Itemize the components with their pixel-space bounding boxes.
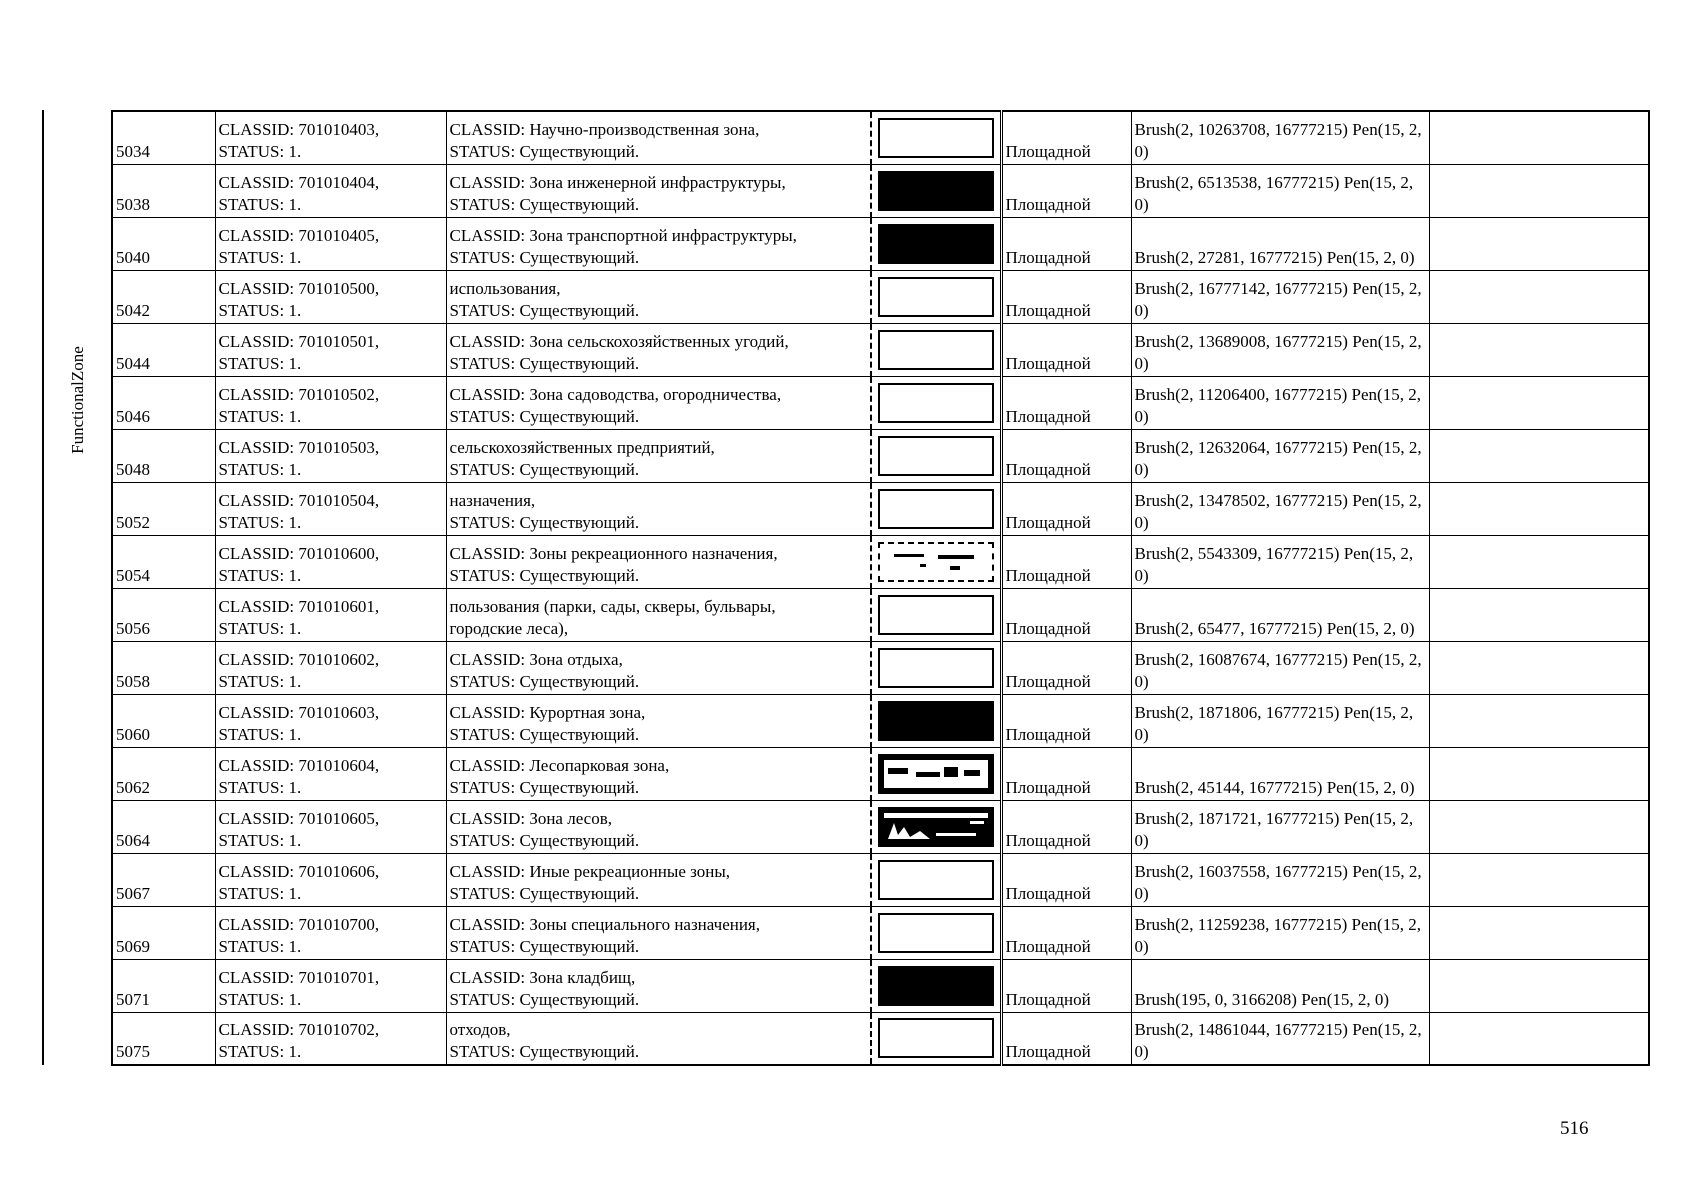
brush-pen: Brush(2, 45144, 16777215) Pen(15, 2, 0) [1134, 777, 1415, 797]
symbol-cell [871, 853, 1001, 906]
geometry-type-cell [1001, 641, 1131, 694]
table-row [112, 164, 1649, 217]
row-id: 5075 [116, 1042, 150, 1061]
notes-cell [1429, 853, 1649, 906]
row-id: 5060 [116, 724, 150, 744]
row-id-cell [112, 959, 215, 1012]
symbol-swatch [878, 542, 994, 582]
row-id-cell [112, 270, 215, 323]
geometry-type: Площадной [1005, 830, 1091, 850]
status-line: STATUS: 1. [218, 141, 302, 161]
classid-line: CLASSID: 701010702, [218, 1020, 380, 1039]
description-line-2: STATUS: Существующий. [449, 194, 640, 214]
table-row [112, 747, 1649, 800]
description-cell [446, 959, 871, 1012]
description-line-1: CLASSID: Зона лесов, [449, 808, 613, 828]
brush-pen: Brush(2, 6513538, 16777215) Pen(15, 2, 0) [1134, 172, 1414, 214]
status-line: STATUS: 1. [218, 724, 302, 744]
geometry-type-cell [1001, 270, 1131, 323]
table-row [112, 1012, 1649, 1065]
description-line-1: CLASSID: Иные рекреационные зоны, [449, 861, 731, 881]
notes-cell [1429, 164, 1649, 217]
description-line-2: STATUS: Существующий. [449, 830, 640, 850]
classid-line: CLASSID: 701010603, [218, 702, 380, 722]
status-line: STATUS: 1. [218, 671, 302, 691]
geometry-type-cell [1001, 164, 1131, 217]
classid-line: CLASSID: 701010501, [218, 331, 380, 351]
symbol-swatch [878, 966, 994, 1006]
symbol-cell [871, 588, 1001, 641]
symbol-swatch [878, 171, 994, 211]
symbol-cell [871, 482, 1001, 535]
description-line-2: STATUS: Существующий. [449, 459, 640, 479]
brush-pen-cell [1131, 482, 1429, 535]
symbol-swatch [878, 383, 994, 423]
description-cell [446, 800, 871, 853]
classid-line: CLASSID: 701010604, [218, 755, 380, 775]
table-row [112, 270, 1649, 323]
row-id: 5058 [116, 671, 150, 691]
classid-cell [215, 853, 446, 906]
status-line: STATUS: 1. [218, 247, 302, 267]
description-line-1: CLASSID: Научно-производственная зона, [449, 119, 760, 139]
brush-pen: Brush(2, 1871721, 16777215) Pen(15, 2, 0) [1134, 808, 1414, 850]
description-line-1: CLASSID: Зона кладбищ, [449, 967, 636, 987]
description-line-2: STATUS: Существующий. [449, 671, 640, 691]
classid-line: CLASSID: 701010701, [218, 967, 380, 987]
table-row [112, 588, 1649, 641]
classid-line: CLASSID: 701010504, [218, 490, 380, 510]
classid-line: CLASSID: 701010602, [218, 649, 380, 669]
notes-cell [1429, 747, 1649, 800]
symbol-cell [871, 323, 1001, 376]
brush-pen: Brush(2, 16087674, 16777215) Pen(15, 2, 0) [1134, 649, 1422, 691]
row-id-cell [112, 376, 215, 429]
row-id: 5044 [116, 353, 150, 373]
notes-cell [1429, 906, 1649, 959]
classid-cell [215, 270, 446, 323]
description-line-1: использования, [449, 278, 561, 298]
geometry-type: Площадной [1005, 724, 1091, 744]
description-line-1: пользования (парки, сады, скверы, бульвары, [449, 596, 776, 616]
description-line-2: STATUS: Существующий. [449, 724, 640, 744]
brush-pen: Brush(2, 13689008, 16777215) Pen(15, 2, 0) [1134, 331, 1422, 373]
notes-cell [1429, 641, 1649, 694]
brush-pen: Brush(2, 10263708, 16777215) Pen(15, 2, 0) [1134, 119, 1422, 161]
notes-cell [1429, 482, 1649, 535]
row-id-cell [112, 1012, 215, 1065]
description-cell [446, 429, 871, 482]
status-line: STATUS: 1. [218, 194, 302, 214]
symbol-swatch [878, 489, 994, 529]
notes-cell [1429, 429, 1649, 482]
table-row [112, 694, 1649, 747]
status-line: STATUS: 1. [218, 1042, 302, 1061]
geometry-type-cell [1001, 853, 1131, 906]
brush-pen: Brush(2, 16777142, 16777215) Pen(15, 2, 0) [1134, 278, 1422, 320]
table-row [112, 376, 1649, 429]
row-id: 5064 [116, 830, 150, 850]
notes-cell [1429, 535, 1649, 588]
row-id: 5062 [116, 777, 150, 797]
geometry-type-cell [1001, 588, 1131, 641]
classid-cell [215, 906, 446, 959]
classid-cell [215, 747, 446, 800]
row-id: 5069 [116, 936, 150, 956]
geometry-type: Площадной [1005, 247, 1091, 267]
symbol-swatch [878, 595, 994, 635]
notes-cell [1429, 217, 1649, 270]
geometry-type: Площадной [1005, 883, 1091, 903]
brush-pen: Brush(2, 5543309, 16777215) Pen(15, 2, 0) [1134, 543, 1414, 585]
brush-pen: Brush(2, 16037558, 16777215) Pen(15, 2, 0) [1134, 861, 1422, 903]
notes-cell [1429, 959, 1649, 1012]
description-cell [446, 906, 871, 959]
description-cell [446, 588, 871, 641]
geometry-type: Площадной [1005, 141, 1091, 161]
brush-pen-cell [1131, 959, 1429, 1012]
status-line: STATUS: 1. [218, 830, 302, 850]
brush-pen-cell [1131, 906, 1429, 959]
geometry-type-cell [1001, 376, 1131, 429]
brush-pen: Brush(2, 11206400, 16777215) Pen(15, 2, 0) [1134, 384, 1421, 426]
classid-cell [215, 482, 446, 535]
table-row [112, 906, 1649, 959]
brush-pen-cell [1131, 164, 1429, 217]
row-id: 5056 [116, 618, 150, 638]
row-id-cell [112, 111, 215, 164]
row-id: 5071 [116, 989, 150, 1009]
classid-line: CLASSID: 701010403, [218, 119, 380, 139]
geometry-type-cell [1001, 535, 1131, 588]
row-id: 5038 [116, 194, 150, 214]
description-cell [446, 323, 871, 376]
table-row [112, 853, 1649, 906]
row-id-cell [112, 323, 215, 376]
status-line: STATUS: 1. [218, 565, 302, 585]
geometry-type: Площадной [1005, 618, 1091, 638]
status-line: STATUS: 1. [218, 512, 302, 532]
brush-pen-cell [1131, 270, 1429, 323]
description-line-1: CLASSID: Зона отдыха, [449, 649, 623, 669]
row-id: 5067 [116, 883, 150, 903]
brush-pen-cell [1131, 376, 1429, 429]
classid-line: CLASSID: 701010502, [218, 384, 380, 404]
symbol-table [111, 110, 1650, 1066]
status-line: STATUS: 1. [218, 777, 302, 797]
row-id: 5052 [116, 512, 150, 532]
status-line: STATUS: 1. [218, 353, 302, 373]
description-line-2: STATUS: Существующий. [449, 406, 640, 426]
description-line-2: STATUS: Существующий. [449, 1042, 640, 1061]
symbol-swatch [878, 807, 994, 847]
brush-pen: Brush(2, 11259238, 16777215) Pen(15, 2, 0) [1134, 914, 1421, 956]
row-id-cell [112, 906, 215, 959]
classid-cell [215, 164, 446, 217]
description-line-2: STATUS: Существующий. [449, 565, 640, 585]
symbol-swatch [878, 1018, 994, 1058]
symbol-cell [871, 1012, 1001, 1065]
status-line: STATUS: 1. [218, 300, 302, 320]
symbol-swatch [878, 648, 994, 688]
symbol-swatch [878, 913, 994, 953]
symbol-cell [871, 270, 1001, 323]
geometry-type: Площадной [1005, 1042, 1091, 1061]
classid-cell [215, 323, 446, 376]
brush-pen-cell [1131, 217, 1429, 270]
geometry-type: Площадной [1005, 671, 1091, 691]
classid-line: CLASSID: 701010605, [218, 808, 380, 828]
table-row [112, 641, 1649, 694]
symbol-cell [871, 641, 1001, 694]
symbol-cell [871, 111, 1001, 164]
brush-pen: Brush(2, 12632064, 16777215) Pen(15, 2, 0) [1134, 437, 1422, 479]
geometry-type-cell [1001, 217, 1131, 270]
brush-pen: Brush(2, 13478502, 16777215) Pen(15, 2, 0) [1134, 490, 1422, 532]
brush-pen-cell [1131, 323, 1429, 376]
classid-line: CLASSID: 701010404, [218, 172, 380, 192]
classid-line: CLASSID: 701010606, [218, 861, 380, 881]
geometry-type-cell [1001, 747, 1131, 800]
description-line-2: STATUS: Существующий. [449, 247, 640, 267]
left-margin-rule [42, 110, 44, 1065]
brush-pen: Brush(2, 27281, 16777215) Pen(15, 2, 0) [1134, 247, 1415, 267]
geometry-type: Площадной [1005, 777, 1091, 797]
symbol-swatch [878, 277, 994, 317]
page-number: 516 [1560, 1118, 1589, 1139]
brush-pen-cell [1131, 800, 1429, 853]
status-line: STATUS: 1. [218, 936, 302, 956]
geometry-type: Площадной [1005, 406, 1091, 426]
row-id: 5048 [116, 459, 150, 479]
notes-cell [1429, 323, 1649, 376]
notes-cell [1429, 588, 1649, 641]
row-id-cell [112, 641, 215, 694]
geometry-type-cell [1001, 694, 1131, 747]
description-cell [446, 111, 871, 164]
geometry-type-cell [1001, 482, 1131, 535]
row-id-cell [112, 429, 215, 482]
symbol-cell [871, 217, 1001, 270]
description-line-1: сельскохозяйственных предприятий, [449, 437, 715, 457]
row-id: 5054 [116, 565, 150, 585]
brush-pen-cell [1131, 588, 1429, 641]
description-cell [446, 482, 871, 535]
geometry-type-cell [1001, 323, 1131, 376]
geometry-type-cell [1001, 959, 1131, 1012]
classid-cell [215, 535, 446, 588]
geometry-type: Площадной [1005, 989, 1091, 1009]
symbol-swatch [878, 860, 994, 900]
brush-pen: Brush(195, 0, 3166208) Pen(15, 2, 0) [1134, 989, 1390, 1009]
symbol-cell [871, 747, 1001, 800]
description-line-1: назначения, [449, 490, 536, 510]
row-id-cell [112, 853, 215, 906]
row-id-cell [112, 164, 215, 217]
geometry-type: Площадной [1005, 300, 1091, 320]
geometry-type: Площадной [1005, 459, 1091, 479]
brush-pen: Brush(2, 14861044, 16777215) Pen(15, 2, 0) [1134, 1020, 1422, 1061]
description-line-1: отходов, [449, 1020, 511, 1039]
description-line-2: STATUS: Существующий. [449, 883, 640, 903]
row-id-cell [112, 588, 215, 641]
symbol-swatch [878, 701, 994, 741]
status-line: STATUS: 1. [218, 459, 302, 479]
brush-pen: Brush(2, 1871806, 16777215) Pen(15, 2, 0) [1134, 702, 1414, 744]
row-id-cell [112, 694, 215, 747]
symbol-cell [871, 800, 1001, 853]
symbol-cell [871, 164, 1001, 217]
description-line-1: CLASSID: Зона транспортной инфраструктуры, [449, 225, 797, 245]
classid-cell [215, 641, 446, 694]
table-body [112, 111, 1649, 1065]
row-id: 5034 [116, 141, 150, 161]
description-line-2: STATUS: Существующий. [449, 777, 640, 797]
description-line-1: CLASSID: Лесопарковая зона, [449, 755, 670, 775]
description-line-1: CLASSID: Зона сельскохозяйственных угодий, [449, 331, 789, 351]
classid-cell [215, 588, 446, 641]
row-id: 5042 [116, 300, 150, 320]
symbol-cell [871, 959, 1001, 1012]
table-row [112, 429, 1649, 482]
symbol-swatch [878, 330, 994, 370]
classid-cell [215, 429, 446, 482]
description-line-1: CLASSID: Зона инженерной инфраструктуры, [449, 172, 786, 192]
classid-line: CLASSID: 701010405, [218, 225, 380, 245]
brush-pen-cell [1131, 641, 1429, 694]
description-cell [446, 164, 871, 217]
side-label: FunctionalZone [68, 346, 87, 454]
symbol-cell [871, 376, 1001, 429]
geometry-type-cell [1001, 429, 1131, 482]
brush-pen-cell [1131, 694, 1429, 747]
brush-pen-cell [1131, 853, 1429, 906]
classid-cell [215, 111, 446, 164]
status-line: STATUS: 1. [218, 883, 302, 903]
table-row [112, 535, 1649, 588]
notes-cell [1429, 111, 1649, 164]
description-cell [446, 1012, 871, 1065]
row-id-cell [112, 535, 215, 588]
brush-pen-cell [1131, 429, 1429, 482]
symbol-cell [871, 429, 1001, 482]
description-line-2: городские леса), [449, 618, 569, 638]
geometry-type-cell [1001, 111, 1131, 164]
row-id-cell [112, 800, 215, 853]
geometry-type-cell [1001, 800, 1131, 853]
row-id: 5040 [116, 247, 150, 267]
description-line-1: CLASSID: Зоны специального назначения, [449, 914, 760, 934]
classid-cell [215, 694, 446, 747]
brush-pen-cell [1131, 747, 1429, 800]
geometry-type-cell [1001, 1012, 1131, 1065]
symbol-swatch [878, 118, 994, 158]
description-line-1: CLASSID: Курортная зона, [449, 702, 646, 722]
description-cell [446, 376, 871, 429]
symbol-swatch [878, 754, 994, 794]
table-row [112, 217, 1649, 270]
row-id-cell [112, 482, 215, 535]
table-row [112, 800, 1649, 853]
brush-pen: Brush(2, 65477, 16777215) Pen(15, 2, 0) [1134, 618, 1415, 638]
classid-line: CLASSID: 701010500, [218, 278, 380, 298]
classid-cell [215, 800, 446, 853]
description-line-2: STATUS: Существующий. [449, 353, 640, 373]
description-cell [446, 217, 871, 270]
status-line: STATUS: 1. [218, 618, 302, 638]
symbol-cell [871, 694, 1001, 747]
geometry-type: Площадной [1005, 936, 1091, 956]
classid-cell [215, 376, 446, 429]
classid-line: CLASSID: 701010700, [218, 914, 380, 934]
description-line-1: CLASSID: Зона садоводства, огородничества, [449, 384, 782, 404]
symbol-swatch [878, 224, 994, 264]
description-line-2: STATUS: Существующий. [449, 141, 640, 161]
row-id: 5046 [116, 406, 150, 426]
table-row [112, 323, 1649, 376]
table-row [112, 959, 1649, 1012]
description-line-2: STATUS: Существующий. [449, 989, 640, 1009]
geometry-type: Площадной [1005, 565, 1091, 585]
geometry-type: Площадной [1005, 194, 1091, 214]
symbol-cell [871, 906, 1001, 959]
row-id-cell [112, 747, 215, 800]
description-cell [446, 535, 871, 588]
description-cell [446, 747, 871, 800]
notes-cell [1429, 800, 1649, 853]
brush-pen-cell [1131, 535, 1429, 588]
geometry-type-cell [1001, 906, 1131, 959]
classid-line: CLASSID: 701010503, [218, 437, 380, 457]
description-line-2: STATUS: Существующий. [449, 300, 640, 320]
table-row [112, 482, 1649, 535]
description-line-2: STATUS: Существующий. [449, 512, 640, 532]
classid-line: CLASSID: 701010601, [218, 596, 380, 616]
symbol-swatch [878, 436, 994, 476]
description-line-2: STATUS: Существующий. [449, 936, 640, 956]
symbol-cell [871, 535, 1001, 588]
row-id-cell [112, 217, 215, 270]
table-row [112, 111, 1649, 164]
notes-cell [1429, 694, 1649, 747]
description-line-1: CLASSID: Зоны рекреационного назначения, [449, 543, 778, 563]
notes-cell [1429, 376, 1649, 429]
description-cell [446, 641, 871, 694]
brush-pen-cell [1131, 1012, 1429, 1065]
classid-cell [215, 1012, 446, 1065]
classid-line: CLASSID: 701010600, [218, 543, 380, 563]
geometry-type: Площадной [1005, 353, 1091, 373]
classid-cell [215, 959, 446, 1012]
status-line: STATUS: 1. [218, 989, 302, 1009]
description-cell [446, 853, 871, 906]
status-line: STATUS: 1. [218, 406, 302, 426]
notes-cell [1429, 270, 1649, 323]
geometry-type: Площадной [1005, 512, 1091, 532]
brush-pen-cell [1131, 111, 1429, 164]
description-cell [446, 694, 871, 747]
description-cell [446, 270, 871, 323]
notes-cell [1429, 1012, 1649, 1065]
classid-cell [215, 217, 446, 270]
